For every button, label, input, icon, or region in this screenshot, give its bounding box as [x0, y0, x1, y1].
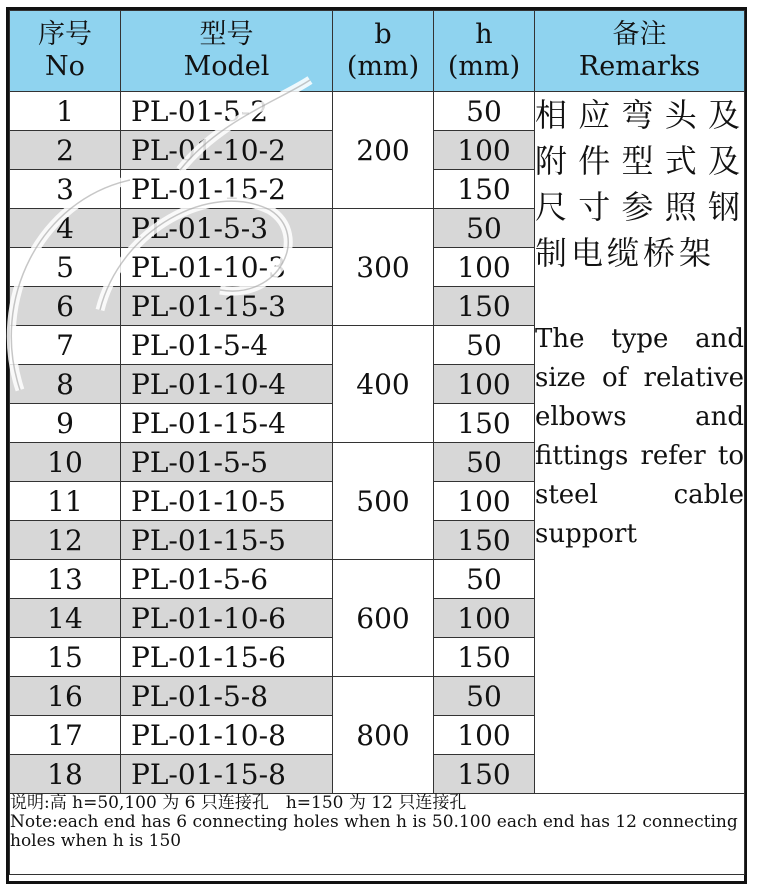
row-model: PL-01-15-4 [121, 404, 333, 443]
row-model: PL-01-5-8 [121, 677, 333, 716]
header-remarks-en: Remarks [578, 51, 701, 82]
b-value: 500 [333, 443, 434, 560]
header-row [10, 11, 745, 92]
header-b-unit: (mm) [346, 51, 420, 82]
remarks-en: The type and size of relative elbows and fittings refer to steel cable support [535, 324, 744, 549]
b-value: 300 [333, 209, 434, 326]
row-no: 1 [10, 92, 121, 131]
row-no: 2 [10, 131, 121, 170]
row-h: 50 [434, 326, 535, 365]
row-h: 100 [434, 482, 535, 521]
note-cell [10, 794, 745, 875]
remarks-cell [535, 92, 745, 794]
row-no: 15 [10, 638, 121, 677]
row-model: PL-01-15-8 [121, 755, 333, 794]
row-model: PL-01-10-5 [121, 482, 333, 521]
header-no [10, 11, 121, 92]
row-no: 11 [10, 482, 121, 521]
row-model: PL-01-5-5 [121, 443, 333, 482]
row-model: PL-01-5-6 [121, 560, 333, 599]
row-h: 150 [434, 404, 535, 443]
row-no: 3 [10, 170, 121, 209]
row-h: 100 [434, 599, 535, 638]
row-no: 4 [10, 209, 121, 248]
row-model: PL-01-15-3 [121, 287, 333, 326]
row-h: 100 [434, 248, 535, 287]
header-b-label: b [374, 19, 392, 50]
row-model: PL-01-10-3 [121, 248, 333, 287]
row-no: 13 [10, 560, 121, 599]
row-h: 150 [434, 755, 535, 794]
row-h: 50 [434, 560, 535, 599]
header-h [434, 11, 535, 92]
b-value: 800 [333, 677, 434, 794]
row-h: 100 [434, 131, 535, 170]
row-model: PL-01-15-6 [121, 638, 333, 677]
header-model-en: Model [183, 51, 270, 82]
row-no: 9 [10, 404, 121, 443]
row-h: 150 [434, 170, 535, 209]
row-h: 100 [434, 365, 535, 404]
row-h: 50 [434, 209, 535, 248]
row-no: 17 [10, 716, 121, 755]
header-h-unit: (mm) [447, 51, 521, 82]
header-remarks [535, 11, 745, 92]
header-no-en: No [45, 51, 85, 82]
row-h: 50 [434, 92, 535, 131]
row-h: 100 [434, 716, 535, 755]
row-no: 5 [10, 248, 121, 287]
header-h-label: h [475, 19, 493, 50]
header-model-zh: 型号 [199, 19, 254, 50]
row-model: PL-01-5-2 [121, 92, 333, 131]
row-model: PL-01-10-6 [121, 599, 333, 638]
row-no: 8 [10, 365, 121, 404]
row-model: PL-01-15-2 [121, 170, 333, 209]
row-no: 18 [10, 755, 121, 794]
row-no: 6 [10, 287, 121, 326]
row-h: 50 [434, 677, 535, 716]
row-no: 16 [10, 677, 121, 716]
header-remarks-zh: 备注 [612, 19, 667, 50]
row-no: 7 [10, 326, 121, 365]
row-no: 14 [10, 599, 121, 638]
row-model: PL-01-10-2 [121, 131, 333, 170]
row-model: PL-01-10-4 [121, 365, 333, 404]
header-b [333, 11, 434, 92]
b-value: 200 [333, 92, 434, 209]
row-h: 150 [434, 521, 535, 560]
row-model: PL-01-15-5 [121, 521, 333, 560]
row-h: 150 [434, 638, 535, 677]
note-row [10, 794, 745, 875]
row-model: PL-01-5-3 [121, 209, 333, 248]
b-value: 400 [333, 326, 434, 443]
row-no: 12 [10, 521, 121, 560]
row-model: PL-01-5-4 [121, 326, 333, 365]
row-model: PL-01-10-8 [121, 716, 333, 755]
header-no-zh: 序号 [38, 19, 92, 50]
spec-table [9, 10, 745, 875]
remarks-zh: 相应弯头及附件型式及尺寸参照钢制电缆桥架 [535, 96, 744, 272]
row-no: 10 [10, 443, 121, 482]
header-model [121, 11, 333, 92]
row-h: 50 [434, 443, 535, 482]
note-en: Note:each end has 6 connecting holes when h is 50.100 each end has 12 connecting holes when h is 150 [10, 812, 738, 851]
table-row [10, 92, 745, 131]
b-value: 600 [333, 560, 434, 677]
note-zh: 说明:高 h=50,100 为 6 只连接孔 h=150 为 12 只连接孔 [10, 793, 467, 813]
row-h: 150 [434, 287, 535, 326]
